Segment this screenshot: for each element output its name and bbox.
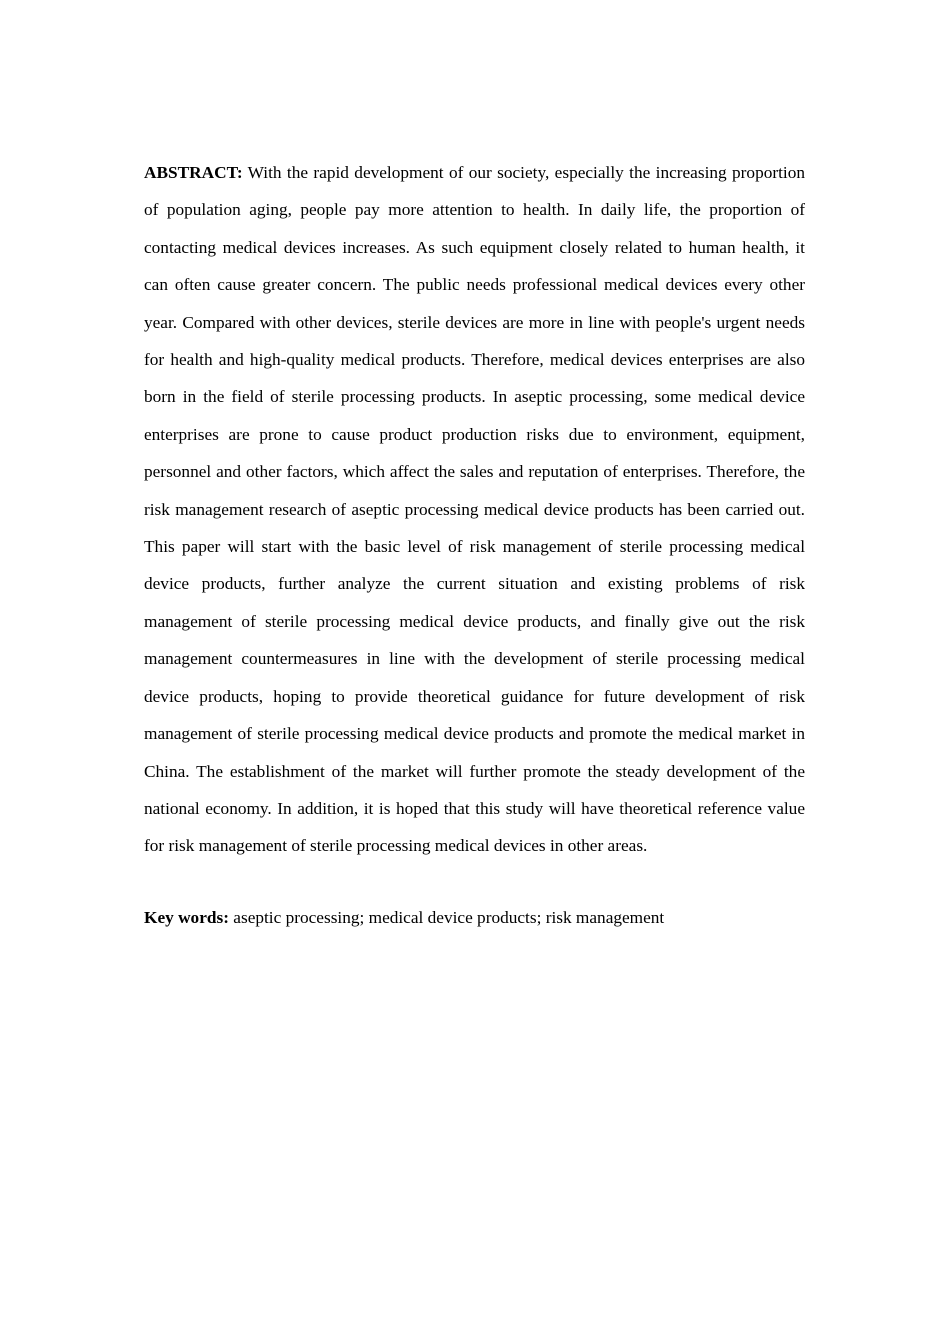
abstract-section bbox=[144, 154, 805, 936]
abstract-label: ABSTRACT: bbox=[144, 163, 243, 182]
abstract-paragraph bbox=[144, 154, 805, 865]
keywords-label: Key words: bbox=[144, 907, 229, 927]
abstract-text: With the rapid development of our society, especially the increasing proportion of population aging, people pay more attention to health. In daily life, the proportion of contacting medical devices increases. As such equipment closely related to human health, it can often cause greater concern. The public needs professional medical devices every other year. Compared with other devices, sterile devices are more in line with people's urgent needs for health and high-quality medical products. Therefore, medical devices enterprises are also born in the field of sterile processing products. In aseptic processing, some medical device enterprises are prone to cause product production risks due to environment, equipment, personnel and other factors, which affect the sales and reputation of enterprises. Therefore, the risk management research of aseptic processing medical device products has been carried out. This paper will start with the basic level of risk management of sterile processing medical device products, further analyze the current situation and existing problems of risk management of sterile processing medical device products, and finally give out the risk management countermeasures in line with the development of sterile processing medical device products, hoping to provide theoretical guidance for future development of risk management of sterile processing medical device products and promote the medical market in China. The establishment of the market will further promote the steady development of the national economy. In addition, it is hoped that this study will have theoretical reference value for risk management of sterile processing medical devices in other areas. bbox=[144, 163, 805, 856]
keywords-paragraph bbox=[144, 899, 805, 936]
keywords-text: aseptic processing; medical device products; risk management bbox=[233, 907, 665, 927]
